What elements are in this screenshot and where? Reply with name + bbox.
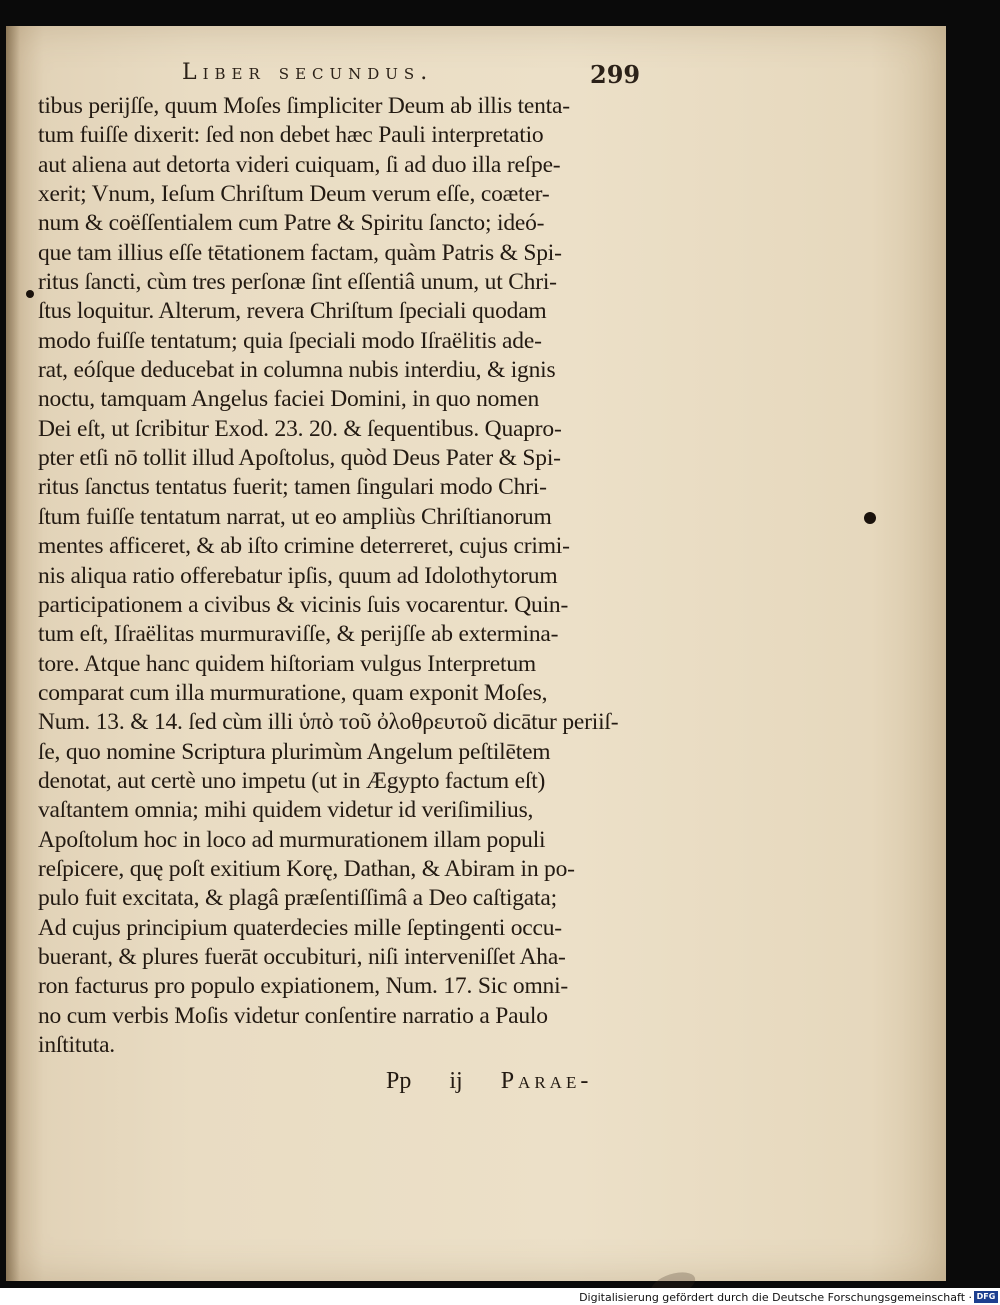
- text-line: rat, eóſque deducebat in columna nubis interdiu, & ignis: [38, 357, 556, 384]
- text-line: Ad cujus principium quaterdecies mille ſeptingenti occu-: [38, 914, 562, 941]
- dfg-logo: DFG: [974, 1291, 998, 1303]
- text-line: mentes afficeret, & ab iſto crimine deterreret, cujus crimi-: [38, 533, 570, 560]
- page-number: 299: [590, 60, 641, 89]
- text-line: reſpicere, quę poſt exitium Korę, Dathan, & Abiram in po-: [38, 855, 575, 882]
- text-line: ſtus loquitur. Alterum, revera Chriſtum ſpeciali quodam: [38, 298, 547, 325]
- text-line: ſtum fuiſſe tentatum narrat, ut eo ampliùs Chriſtianorum: [38, 503, 552, 530]
- signature-leaf: ij: [449, 1068, 463, 1094]
- text-line: pulo fuit excitata, & plagâ præſentiſſimâ a Deo caſtigata;: [38, 885, 557, 912]
- text-line: denotat, aut certè uno impetu (ut in Ægypto factum eſt): [38, 767, 546, 794]
- funding-credit: Digitalisierung gefördert durch die Deutsche Forschungsgemeinschaft ·: [579, 1291, 972, 1304]
- signature-mark: [386, 1068, 624, 1095]
- text-line: vaſtantem omnia; mihi quidem videtur id veriſimilius,: [38, 797, 534, 824]
- ink-spot-left: [26, 290, 34, 298]
- text-line: modo fuiſſe tentatum; quia ſpeciali modo Iſraëlitis ade-: [38, 327, 542, 354]
- text-line: ritus ſancti, cùm tres perſonæ ſint eſſentiâ unum, ut Chri-: [38, 269, 557, 296]
- text-line: tibus perijſſe, quum Moſes ſimpliciter Deum ab illis tenta-: [38, 93, 570, 119]
- signature-letters: Pp: [386, 1068, 412, 1094]
- text-line-with-greek: Num. 13. & 14. ſed cùm illi ὑπὸ τοῦ ὀλοθρευτοῦ dicātur periiſ-: [38, 709, 619, 736]
- text-line: ron facturus pro populo expiationem, Num. 17. Sic omni-: [38, 973, 569, 1000]
- text-line: noctu, tamquam Angelus faciei Domini, in quo nomen: [38, 386, 540, 413]
- text-line: pter etſi nō tollit illud Apoſtolus, quòd Deus Pater & Spi-: [38, 445, 561, 472]
- text-line: comparat cum illa murmuratione, quam exponit Moſes,: [38, 679, 548, 706]
- text-line: num & coëſſentialem cum Patre & Spiritu ſancto; ideó-: [38, 210, 545, 237]
- text-line: aut aliena aut detorta videri cuiquam, ſi ad duo illa reſpe-: [38, 151, 561, 178]
- body-text: [38, 92, 644, 1060]
- text-line: buerant, & plures fuerāt occubituri, niſi interveniſſet Aha-: [38, 943, 566, 970]
- text-line: xerit; Vnum, Ieſum Chriſtum Deum verum eſſe, coæter-: [38, 181, 550, 208]
- text-line: tum eſt, Iſraëlitas murmuraviſſe, & perijſſe ab extermina-: [38, 621, 559, 648]
- text-line: inſtituta.: [38, 1032, 115, 1058]
- ink-spot-right: [864, 512, 876, 524]
- text-line: no cum verbis Moſis videtur conſentire narratio a Paulo: [38, 1002, 548, 1029]
- running-title: Liber secundus.: [182, 60, 434, 85]
- text-line: tum fuiſſe dixerit: ſed non debet hæc Pauli interpretatio: [38, 122, 544, 149]
- digitization-footer: [0, 1288, 1000, 1305]
- text-line: que tam illius eſſe tētationem factam, quàm Patris & Spi-: [38, 239, 562, 266]
- text-line: nis aliqua ratio offerebatur ipſis, quum ad Idolothytorum: [38, 562, 558, 589]
- text-line: ſe, quo nomine Scriptura plurimùm Angelum peſtilētem: [38, 738, 551, 765]
- gutter-shadow: [6, 26, 20, 1281]
- text-line: participationem a civibus & vicinis ſuis vocarentur. Quin-: [38, 591, 569, 618]
- text-line: ritus ſanctus tentatus fuerit; tamen ſingulari modo Chri-: [38, 474, 547, 501]
- catchword: Parae-: [500, 1068, 593, 1094]
- book-page: [6, 26, 946, 1281]
- text-line: tore. Atque hanc quidem hiſtoriam vulgus Interpretum: [38, 650, 536, 677]
- text-line: Apoſtolum hoc in loco ad murmurationem illam populi: [38, 826, 546, 853]
- text-line: Dei eſt, ut ſcribitur Exod. 23. 20. & ſequentibus. Quapro-: [38, 415, 562, 442]
